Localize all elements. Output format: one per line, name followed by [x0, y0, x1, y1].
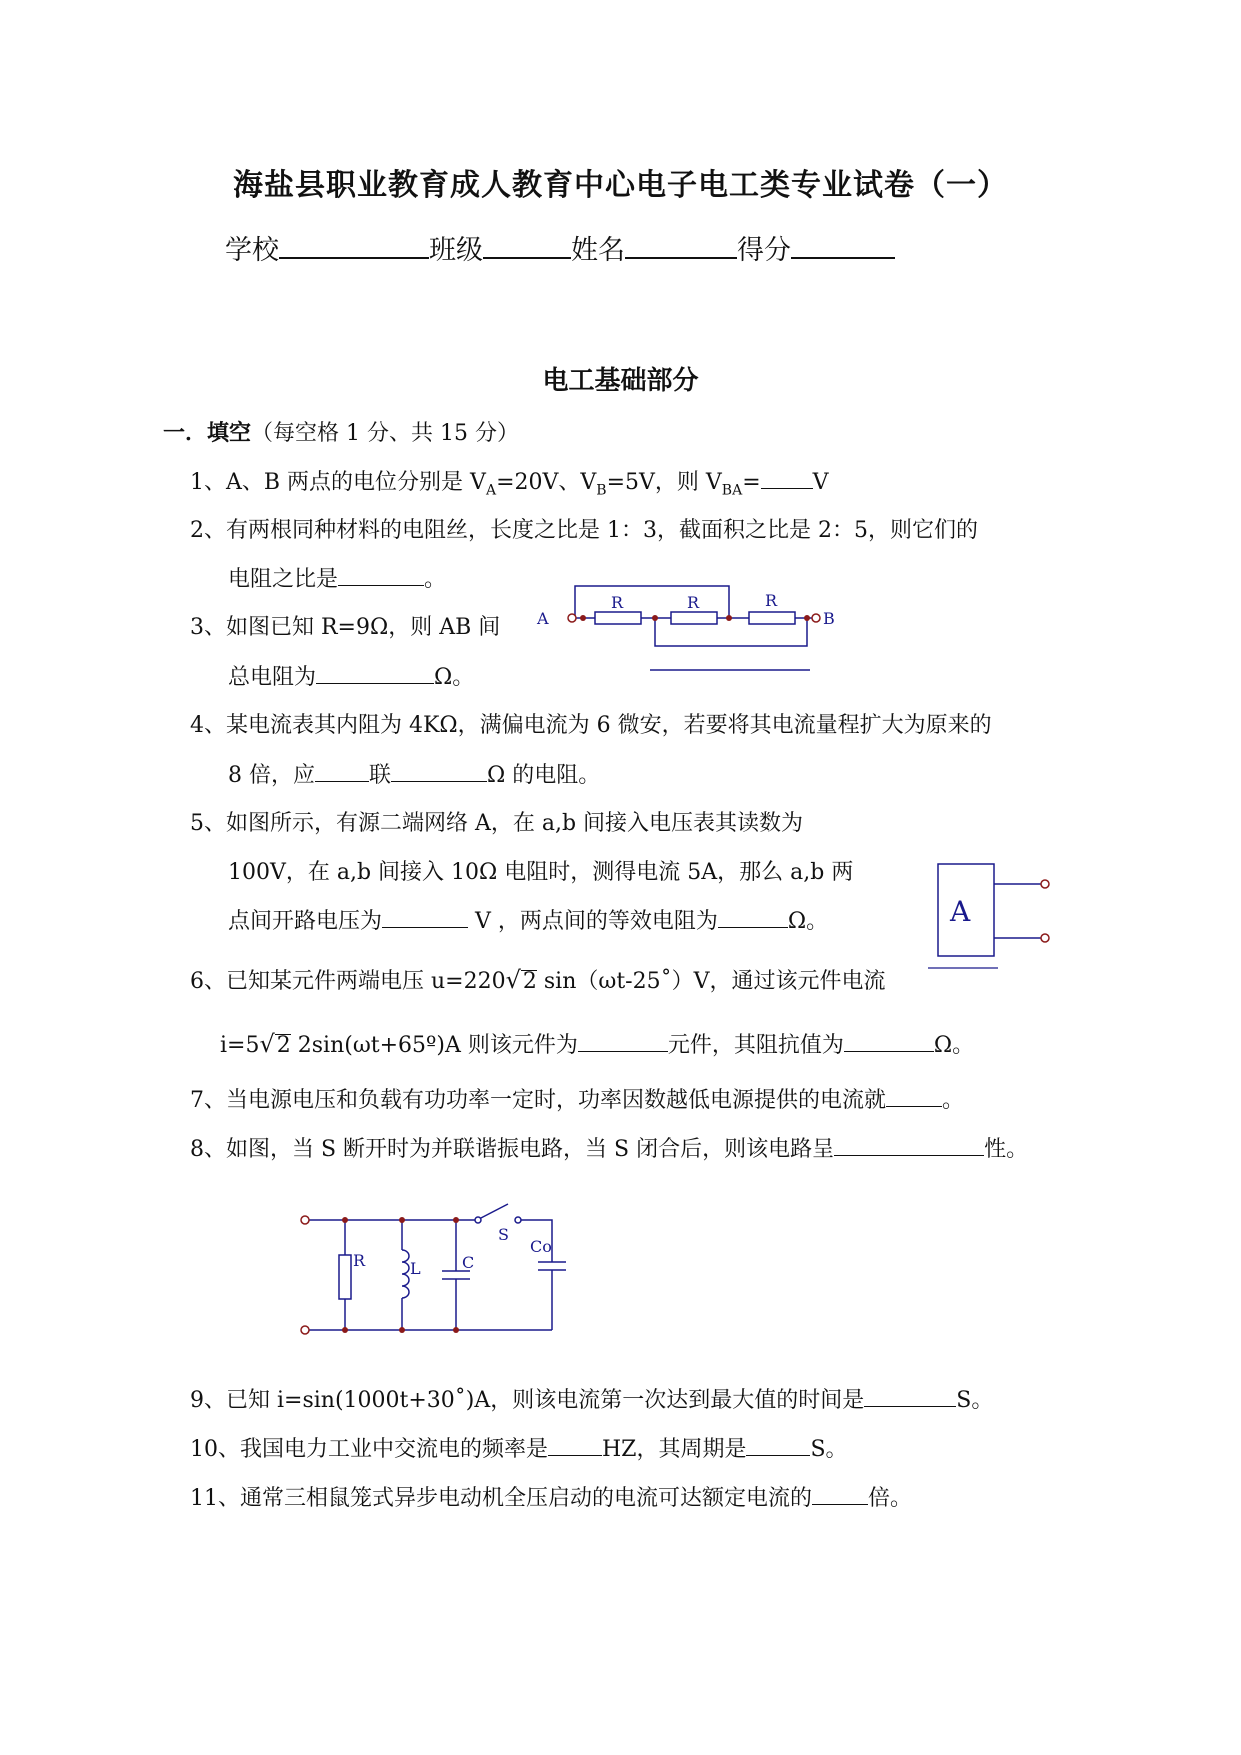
q1-sub-ba: BA — [721, 482, 743, 499]
part-heading — [163, 416, 519, 447]
name-label: 姓名 — [571, 235, 625, 266]
q4-text-b: 8 倍，应 — [228, 763, 315, 788]
q6-text-f: Ω。 — [933, 1033, 975, 1058]
q9-text-a: 9、已知 i=sin(1000t+30˚)A，则该电流第一次达到最大值的时间是 — [190, 1388, 865, 1413]
q5-answer-blank-2[interactable] — [718, 907, 788, 928]
label-resistor: R — [353, 1251, 366, 1270]
q4-text-d: Ω 的电阻。 — [487, 763, 601, 788]
q6-text-d: 2sin(ωt+65º)A 则该元件为 — [297, 1033, 578, 1058]
q9-text-b: S。 — [956, 1388, 994, 1413]
q5-answer-blank-1[interactable] — [382, 907, 468, 928]
q1-sub-b: B — [596, 482, 607, 499]
q10-answer-blank-2[interactable] — [746, 1435, 810, 1456]
q1-answer-blank[interactable] — [761, 468, 813, 489]
school-blank[interactable] — [279, 231, 429, 259]
q2-text-b: 电阻之比是 — [228, 567, 339, 592]
page-title: 海盐县职业教育成人教育中心电子电工类专业试卷（一） — [233, 168, 1008, 203]
q10-text-a: 10、我国电力工业中交流电的频率是 — [190, 1437, 548, 1462]
question-3-cont — [228, 660, 474, 691]
score-label: 得分 — [737, 235, 791, 266]
q10-answer-blank-1[interactable] — [548, 1435, 602, 1456]
two-terminal-network-diagram — [928, 858, 1063, 988]
switch-contact-right — [515, 1217, 521, 1223]
question-7 — [190, 1083, 964, 1114]
q6-text-a: 6、已知某元件两端电压 u=220 — [190, 969, 506, 994]
q11-answer-blank[interactable] — [812, 1484, 868, 1505]
question-10 — [190, 1432, 848, 1463]
question-9 — [190, 1383, 993, 1414]
q11-text-b: 倍。 — [868, 1486, 913, 1511]
section-heading: 电工基础部分 — [542, 366, 699, 396]
q7-text-b: 。 — [942, 1088, 965, 1113]
label-a: A — [537, 609, 549, 628]
label-b: B — [823, 609, 835, 628]
q6-text-e: 元件，其阻抗值为 — [667, 1033, 844, 1058]
q4-answer-blank-1[interactable] — [315, 761, 369, 782]
sqrt-icon: √ — [505, 966, 521, 994]
q6-radicand: 2 — [522, 969, 537, 994]
q4-text-c: 联 — [369, 763, 392, 788]
question-8 — [190, 1132, 1028, 1163]
question-1 — [190, 465, 829, 498]
q10-text-c: S。 — [810, 1437, 848, 1462]
switch-contact-left — [475, 1217, 481, 1223]
input-terminal-top — [301, 1216, 309, 1224]
q1-text-d: = — [742, 470, 761, 495]
parallel-resonance-circuit-diagram — [290, 1200, 580, 1340]
q8-text-b: 性。 — [984, 1137, 1029, 1162]
score-blank[interactable] — [791, 231, 895, 259]
q6-text-b: sin（ωt-25˚）V，通过该元件电流 — [543, 969, 886, 994]
name-blank[interactable] — [625, 231, 737, 259]
question-5-cont-1: 100V，在 a,b 间接入 10Ω 电阻时，测得电流 5A，那么 a,b 两 — [228, 860, 854, 885]
question-11 — [190, 1481, 912, 1512]
question-3: 3、如图已知 R=9Ω，则 AB 间 — [190, 615, 501, 640]
q2-text-c: 。 — [424, 567, 447, 592]
q1-text-a: 1、A、B 两点的电位分别是 V — [190, 470, 486, 495]
q1-sub-a: A — [485, 482, 497, 499]
input-terminal-bottom — [301, 1326, 309, 1334]
student-info-line — [225, 228, 895, 267]
q5-text-d: V ，两点间的等效电阻为 — [475, 909, 718, 934]
q6-answer-blank-1[interactable] — [578, 1031, 668, 1052]
question-6 — [190, 964, 885, 995]
q9-answer-blank[interactable] — [864, 1386, 956, 1407]
q3-text-b: 总电阻为 — [228, 665, 317, 690]
question-6-cont — [220, 1028, 974, 1059]
terminal-b-node — [1041, 934, 1049, 942]
q7-text-a: 7、当电源电压和负载有功功率一定时，功率因数越低电源提供的电流就 — [190, 1088, 886, 1113]
q2-answer-blank[interactable] — [338, 565, 424, 586]
question-2-cont — [228, 562, 446, 593]
label-r1: R — [611, 593, 624, 612]
class-label: 班级 — [429, 235, 483, 266]
q6-radicand-2: 2 — [276, 1033, 291, 1058]
q5-text-e: Ω。 — [787, 909, 829, 934]
q3-text-c: Ω。 — [434, 665, 475, 690]
terminal-a — [568, 614, 576, 622]
question-5: 5、如图所示，有源二端网络 A，在 a,b 间接入电压表其读数为 — [190, 811, 804, 836]
q1-text-e: V — [812, 470, 829, 495]
q8-answer-blank[interactable] — [834, 1135, 984, 1156]
terminal-b — [812, 614, 820, 622]
part-note: （每空格 1 分、共 15 分） — [251, 421, 519, 446]
terminal-a-node — [1041, 880, 1049, 888]
q6-answer-blank-2[interactable] — [844, 1031, 934, 1052]
sqrt-icon: √ — [259, 1030, 275, 1058]
question-4-cont — [228, 758, 600, 789]
school-label: 学校 — [225, 235, 279, 266]
label-capacitor-co: Co — [530, 1237, 552, 1256]
label-capacitor: C — [462, 1253, 475, 1272]
label-inductor: L — [410, 1259, 421, 1278]
label-switch: S — [498, 1225, 509, 1244]
q1-text-b: =20V、V — [496, 470, 597, 495]
q4-answer-blank-2[interactable] — [391, 761, 487, 782]
q11-text-a: 11、通常三相鼠笼式异步电动机全压启动的电流可达额定电流的 — [190, 1486, 812, 1511]
q3-answer-blank[interactable] — [316, 663, 434, 684]
question-4: 4、某电流表其内阻为 4KΩ，满偏电流为 6 微安，若要将其电流量程扩大为原来的 — [190, 713, 992, 738]
q6-text-c: i=5 — [220, 1033, 260, 1058]
question-2: 2、有两根同种材料的电阻丝，长度之比是 1：3，截面积之比是 2：5，则它们的 — [190, 518, 978, 543]
q5-text-c: 点间开路电压为 — [228, 909, 383, 934]
label-r3: R — [765, 591, 778, 610]
q7-answer-blank[interactable] — [886, 1086, 942, 1107]
q8-text-a: 8、如图，当 S 断开时为并联谐振电路，当 S 闭合后，则该电路呈 — [190, 1137, 835, 1162]
question-5-cont-2 — [228, 904, 828, 935]
part-title: 一．填空 — [163, 420, 252, 446]
q10-text-b: HZ，其周期是 — [602, 1437, 747, 1462]
class-blank[interactable] — [483, 231, 571, 259]
resistor-network-diagram — [535, 580, 855, 675]
network-label: A — [950, 895, 971, 928]
label-r2: R — [687, 593, 700, 612]
q1-text-c: =5V，则 V — [606, 470, 722, 495]
